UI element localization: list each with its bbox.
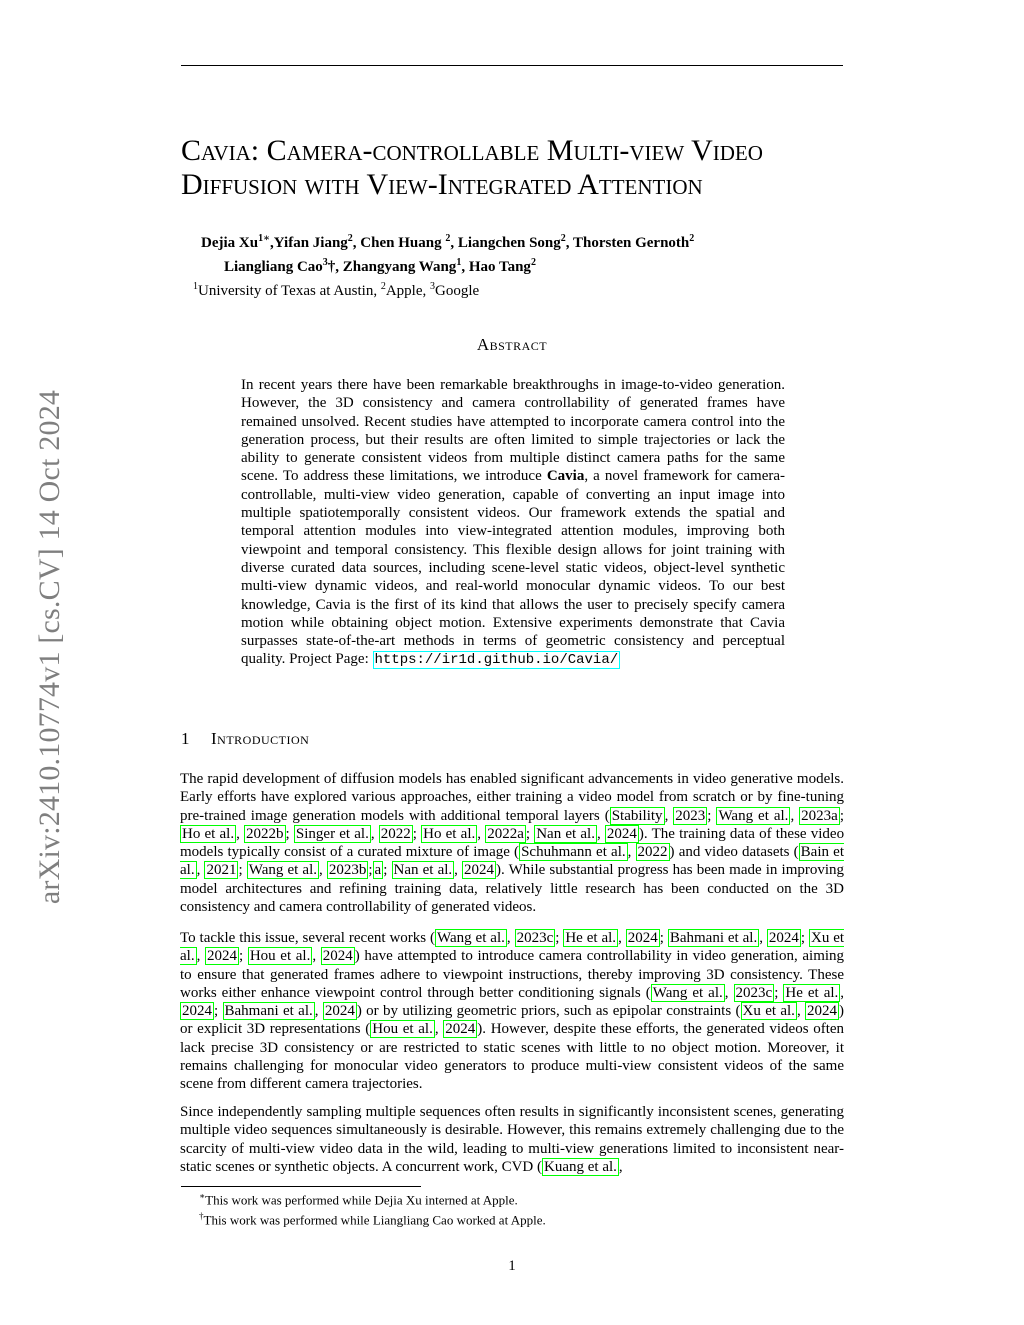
citation-link[interactable]: Stability [611,807,663,824]
citation-link[interactable]: Wang et al. [652,984,723,1001]
citation-link[interactable]: 2024 [606,825,637,842]
citation-link[interactable]: 2024 [807,1003,838,1020]
citation-link[interactable]: 2023c [516,930,554,946]
section-heading-introduction: 1 Introduction [181,729,310,748]
citation-link[interactable]: Schuhmann et al. [521,844,626,861]
citation-link[interactable]: 2022b [246,825,284,842]
citation-link[interactable]: Nan et al. [393,862,453,879]
citation-link[interactable]: Ho et al. [182,825,235,842]
citation-link[interactable]: 2023 [675,807,706,824]
footnotes [199,1188,546,1229]
citation-link[interactable]: 2024 [464,862,495,879]
citation-link[interactable]: Hou et al. [372,1021,433,1038]
citation-link[interactable]: 2021 [206,862,237,879]
intro-paragraph-2: To tackle this issue, several recent works ( Wang et al. , 2023c ; He et al. , 2024 ; Bahmani et al. , 2024 ; Xu et al. , 2024 ; Hou et al. , 2024 ) have attempted to introduce camera controllability in video generation, aiming to ensure that generated frames adhere to viewpoint instructions, thereby improving 3D consistency. These works either enhance viewpoint control through better conditioning signals ( Wang et al. , 2023c ; He et al. , 2024 ; Bahmani et al. , 2024 ) or by utilizing geometric priors, such as epipolar constraints ( Xu et al. , 2024 ) or explicit 3D representations ( Hou et al. , 2024 ). However, despite these efforts, the generated videos often lack precise 3D consistency or are restricted to static scenes with little to no object motion. Moreover, it remains challenging for monocular video generators to produce multi-view consistent videos of the same scene from different camera trajectories. [180,930,845,1093]
citation-link[interactable]: Bahmani et al. [669,930,758,946]
abstract-text: In recent years there have been remarkable breakthroughs in image-to-video generation. However, the 3D consistency and camera controllability of generated frames have remained unsolved. Recent studies have attempted to incorporate camera control into the generation process, but their results are often limited to simple trajectories or lack the ability to generate consistent videos from multiple distinct camera paths for the same scene. To address these limitations, we introduce Cavia, a novel framework for camera-controllable, multi-view video generation, capable of converting an input image into multiple spatiotemporally consistent videos. Our framework extends the spatial and temporal attention modules into view-integrated attention modules, improving both viewpoint and temporal consistency. This flexible design allows for joint training with diverse curated data sources, including scene-level static videos, object-level synthetic multi-view dynamic videos, and real-world monocular dynamic videos. To our best knowledge, Cavia is the first of its kind that allows the user to precisely specify camera motion while obtaining object motion. Extensive experiments demonstrate that Cavia surpasses state-of-the-art methods in terms of geometric consistency and perceptual quality. Project Page: https://ir1d.github.io/Cavia/ [241,377,786,669]
citation-link[interactable]: Ho et al. [423,825,476,842]
affiliations: $^1$University of Texas at Austin, $^2$Apple, $^3$Google [193,281,480,299]
citation-link[interactable]: 2024 [324,1003,355,1020]
citation-link[interactable]: Xu et al. [180,930,845,965]
citation-link[interactable]: 2023c [735,984,773,1001]
footnote-1: ∗This work was performed while Dejia Xu interned at Apple. [199,1191,518,1208]
abstract-heading: Abstract [476,335,548,354]
citation-link[interactable]: Hou et al. [249,948,311,965]
intro-paragraph-1: The rapid development of diffusion models has enabled significant advancements in video generative models. Early efforts have explored various approaches, either training a video model from scratch or by fine-tuning pre-trained image generation models with additional temporal layers ( Stability , 2023 ; Wang et al. , 2023a ; Ho et al. , 2022b ; Singer et al. , 2022 ; Ho et al. , 2022a ; Nan et al. , 2024 ). The training data of these video models typically consist of a curated mixture of image ( Schuhmann et al. , 2022 ) and video datasets ( Bain et al. , 2021 ; Wang et al. , 2023b ; a ; Nan et al. , 2024 ). While substantial progress has been made in improving model architectures and refining training data, relatively little research has been conducted on the 3D consistency and camera controllability of generated videos. [180,771,845,916]
citation-link[interactable]: Xu et al. [742,1003,795,1020]
citation-link[interactable]: 2024 [768,930,799,946]
footnote-2: †This work was performed while Liangliang Cao worked at Apple. [199,1211,546,1228]
citation-link[interactable]: Wang et al. [248,862,317,879]
citation-link[interactable]: 2023a [801,807,838,824]
citation-link[interactable]: Singer et al. [295,825,369,842]
citation-link[interactable]: Wang et al. [437,930,505,946]
page-number: 1 [508,1258,516,1274]
citation-link[interactable]: Wang et al. [718,807,789,824]
citation-link[interactable]: He et al. [785,984,839,1001]
citation-link[interactable]: Bahmani et al. [224,1003,313,1020]
citation-link[interactable]: Bain et al. [180,844,844,879]
citation-link[interactable]: 2024 [445,1021,476,1038]
paper-title: Cavia: Camera-controllable Multi-view Video Diffusion with View-Integrated Attention [181,134,763,201]
project-page-link[interactable]: https://ir1d.github.io/Cavia/ [374,652,619,669]
citation-link[interactable]: Nan et al. [536,825,595,842]
footnote-rule [181,1186,421,1187]
arxiv-identifier[interactable]: arXiv:2410.10774v1 [cs.CV] 14 Oct 2024 [33,389,67,905]
author-line-2: Liangliang Cao$^3$†, Zhangyang Wang$^1$, Hao Tang$^2$ [224,257,536,275]
citation-link[interactable]: Kuang et al. [544,1158,617,1175]
citation-link[interactable]: 2022 [380,825,411,842]
author-line-1: Dejia $Xu^{1∗},Yifan$ Jiang$^2$, Chen Huang $^2$, Liangchen Song$^2$, Thorsten Gernoth$^2$ [201,233,695,251]
citation-link[interactable]: 2024 [627,930,658,946]
citation-link[interactable]: 2024 [322,948,353,965]
top-rule [181,65,843,66]
citation-link[interactable]: 2022 [637,844,668,861]
citation-link[interactable]: 2022a [487,825,524,842]
citation-link[interactable]: 2023b [328,862,367,879]
intro-paragraph-3: Since independently sampling multiple sequences often results in significantly inconsistent scenes, generating multiple video sequences simultaneously is desirable. However, this remains extremely challenging due to the scarcity of multi-view video data in the wild, leading to multi-view generations limited to inconsistent near-static scenes or synthetic objects. A concurrent work, CVD ( Kuang et al. , [180,1104,844,1175]
citation-link[interactable]: He et al. [565,930,617,946]
citation-link[interactable]: 2024 [182,1003,212,1020]
citation-link[interactable]: 2024 [206,948,237,965]
author-block [193,229,833,301]
citation-link[interactable]: a [374,862,382,879]
